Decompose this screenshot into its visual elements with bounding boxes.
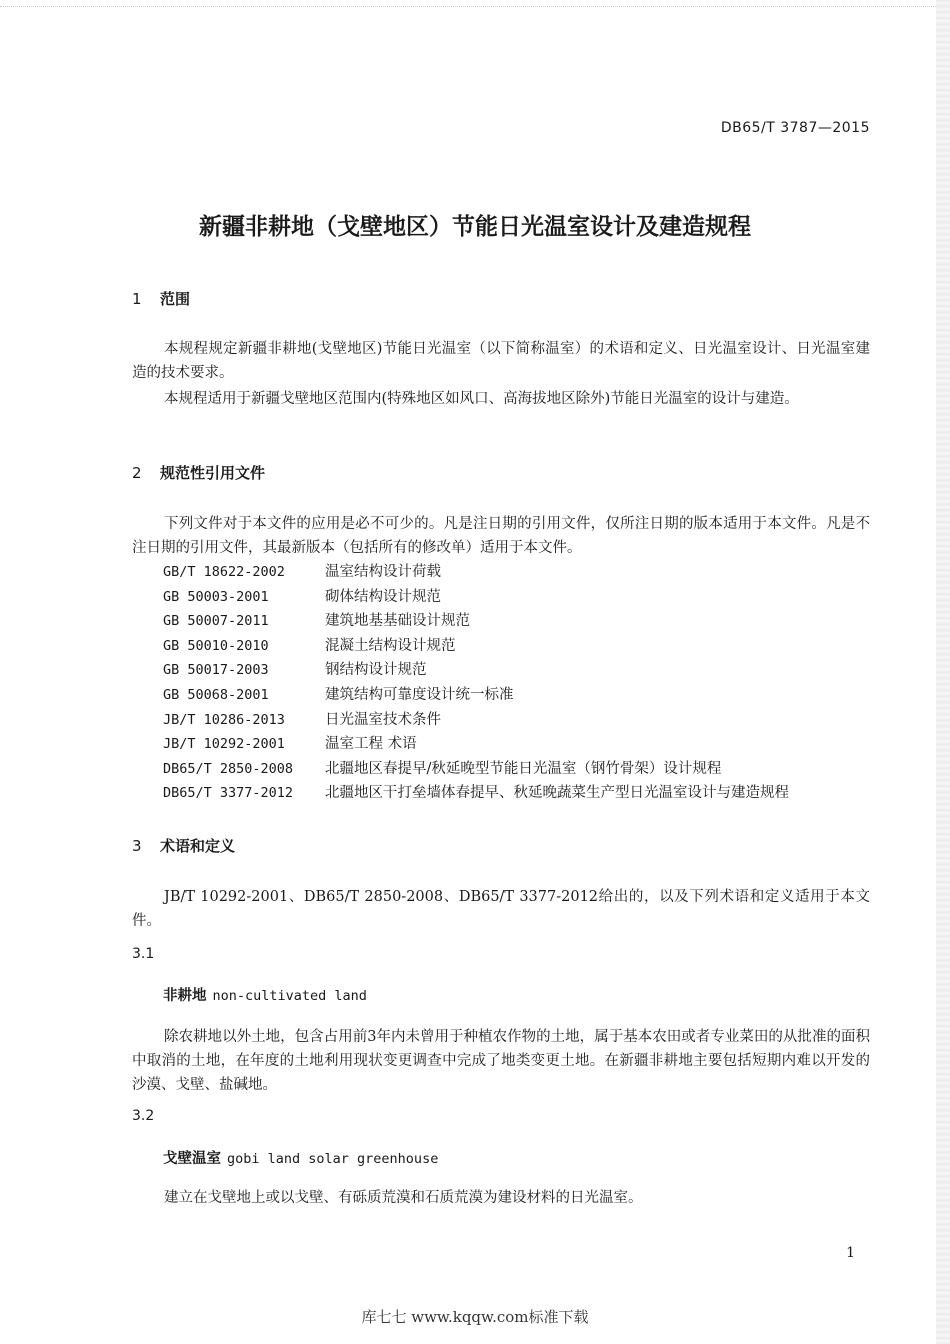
reference-code: GB 50003-2001 <box>163 588 269 605</box>
list-item <box>163 585 789 610</box>
reference-code: GB 50017-2003 <box>163 662 269 679</box>
section-number: 2 <box>132 464 142 482</box>
section-2-intro: 下列文件对于本文件的应用是必不可少的。凡是注日期的引用文件，仅所注日期的版本适用于本文件。凡是不注日期的引用文件，其最新版本（包括所有的修改单）适用于本文件。 <box>132 516 870 556</box>
list-item <box>163 757 789 782</box>
reference-title: 日光温室技术条件 <box>325 711 441 728</box>
section-title: 规范性引用文件 <box>160 464 266 482</box>
reference-title: 混凝土结构设计规范 <box>325 637 456 654</box>
reference-code: GB 50007-2011 <box>163 613 269 630</box>
reference-title: 北疆地区春提早/秋延晚型节能日光温室（钢竹骨架）设计规程 <box>325 760 722 777</box>
reference-code: DB65/T 3377-2012 <box>163 785 294 802</box>
document-title: 新疆非耕地（戈壁地区）节能日光温室设计及建造规程 <box>199 214 751 240</box>
list-item <box>163 634 789 659</box>
term-3-2-number: 3.2 <box>132 1108 155 1124</box>
list-item <box>163 560 789 585</box>
list-item <box>163 781 789 806</box>
term-chinese: 戈壁温室 <box>163 1151 221 1167</box>
term-english: non-cultivated land <box>212 988 367 1004</box>
list-item <box>163 708 789 733</box>
reference-title: 钢结构设计规范 <box>325 662 427 679</box>
list-item <box>163 658 789 683</box>
list-item <box>163 683 789 708</box>
term-3-2 <box>163 1147 438 1168</box>
watermark-link[interactable]: 库七七 www.kqqw.com标准下载 <box>361 1308 589 1326</box>
list-item <box>163 609 789 634</box>
section-1-heading <box>132 288 190 309</box>
section-title: 术语和定义 <box>160 837 236 855</box>
term-3-1-number: 3.1 <box>132 946 155 962</box>
section-3-heading <box>132 835 235 856</box>
standard-code: DB65/T 3787—2015 <box>720 120 870 136</box>
section-number: 3 <box>132 837 142 855</box>
term-3-1-definition: 除农耕地以外土地，包含占用前3年内未曾用于种植农作物的土地，属于基本农田或者专业菜田的从批准的面积中取消的土地，在年度的土地利用现状变更调查中完成了地类变更土地。在新疆非耕地主要包括短期内难以开发的沙漠、戈壁、盐碱地。 <box>132 1029 870 1093</box>
reference-list <box>163 560 789 806</box>
scan-right-edge <box>936 0 950 1344</box>
reference-title: 北疆地区干打垒墙体春提早、秋延晚蔬菜生产型日光温室设计与建造规程 <box>325 785 789 802</box>
page-number: 1 <box>846 1245 855 1261</box>
reference-title: 建筑结构可靠度设计统一标准 <box>325 686 514 703</box>
reference-code: JB/T 10286-2013 <box>163 711 285 728</box>
section-3-intro: JB/T 10292-2001、DB65/T 2850-2008、DB65/T 3377-2012给出的，以及下列术语和定义适用于本文件。 <box>132 889 870 929</box>
reference-code: GB 50010-2010 <box>163 637 269 654</box>
section-2-heading <box>132 462 265 483</box>
term-english: gobi land solar greenhouse <box>227 1151 439 1167</box>
reference-code: JB/T 10292-2001 <box>163 736 285 753</box>
reference-code: DB65/T 2850-2008 <box>163 760 294 777</box>
term-3-2-definition: 建立在戈壁地上或以戈壁、有砾质荒漠和石质荒漠为建设材料的日光温室。 <box>164 1190 643 1206</box>
reference-code: GB/T 18622-2002 <box>163 564 285 580</box>
reference-title: 温室工程 术语 <box>325 736 417 753</box>
term-3-1 <box>163 984 367 1005</box>
reference-code: GB 50068-2001 <box>163 686 269 703</box>
list-item <box>163 732 789 757</box>
reference-title: 砌体结构设计规范 <box>325 588 441 605</box>
reference-title: 建筑地基基础设计规范 <box>325 613 470 630</box>
section-1-paragraph-2: 本规程适用于新疆戈壁地区范围内(特殊地区如风口、高海拔地区除外)节能日光温室的设计与建造。 <box>164 391 799 407</box>
reference-title: 温室结构设计荷载 <box>325 564 441 580</box>
section-1-paragraph-1: 本规程规定新疆非耕地(戈壁地区)节能日光温室（以下简称温室）的术语和定义、日光温室设计、日光温室建造的技术要求。 <box>132 341 870 381</box>
section-number: 1 <box>132 290 142 308</box>
section-title: 范围 <box>160 290 191 308</box>
term-chinese: 非耕地 <box>163 988 207 1004</box>
scan-top-border <box>0 0 950 7</box>
